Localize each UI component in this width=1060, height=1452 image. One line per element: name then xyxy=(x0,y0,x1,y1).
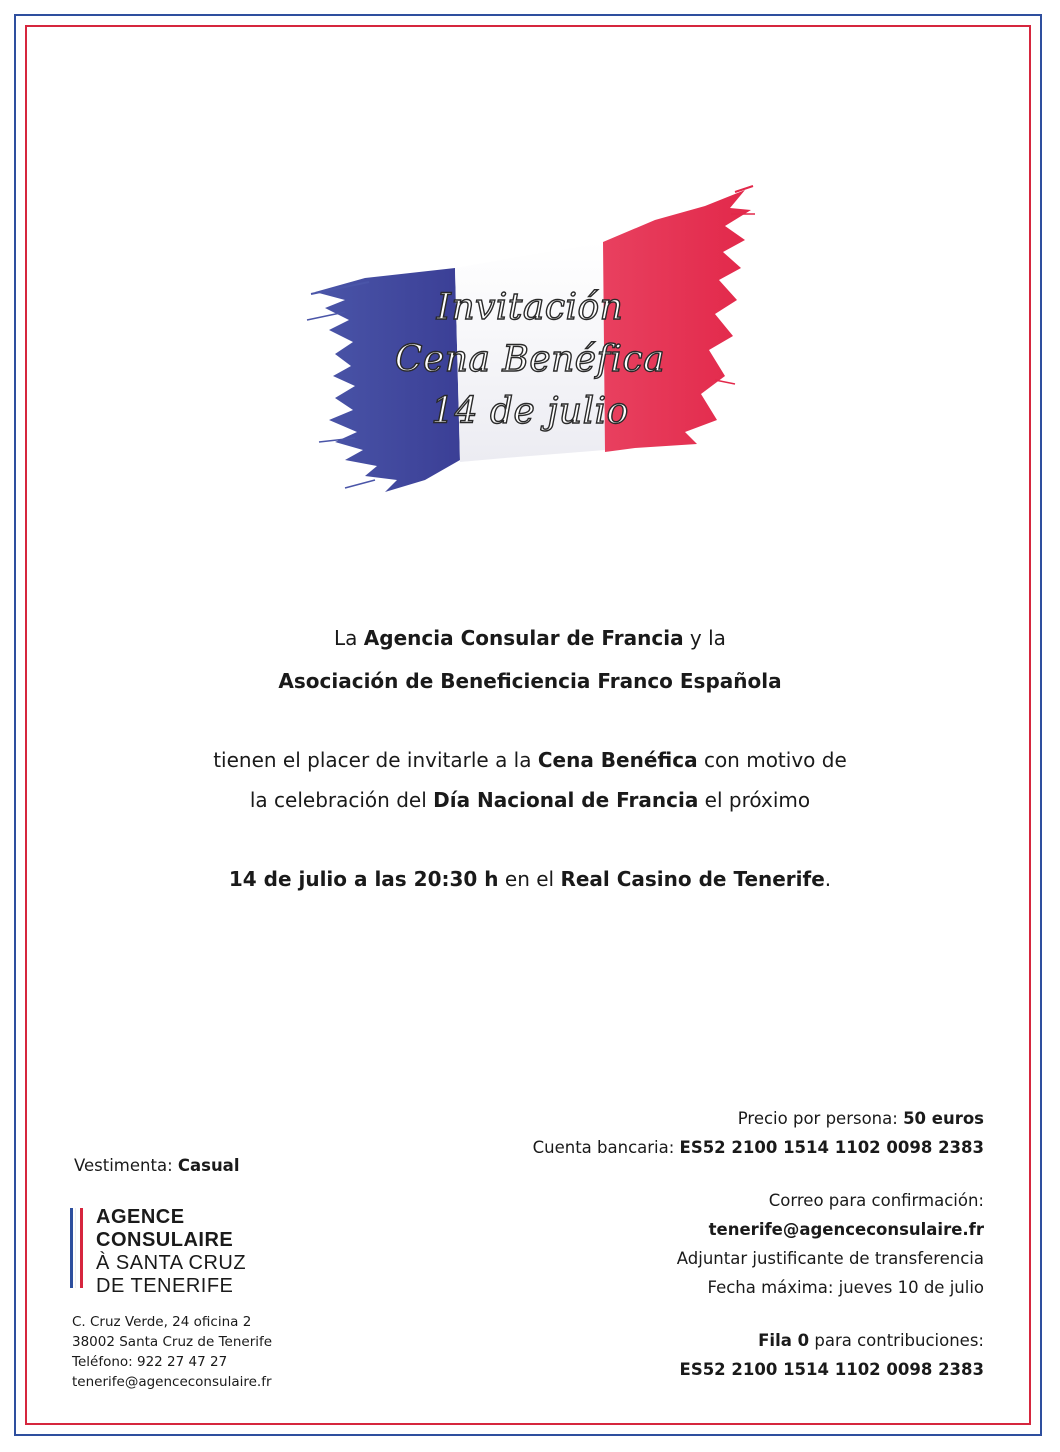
logo-wordmark xyxy=(96,1206,246,1298)
address-city: 38002 Santa Cruz de Tenerife xyxy=(72,1334,273,1350)
agency-logo xyxy=(70,1206,330,1297)
fila-label: Fila 0 xyxy=(758,1331,810,1350)
intro-line-5 xyxy=(80,867,980,891)
fila-account: ES52 2100 1514 1102 0098 2383 xyxy=(679,1360,984,1379)
confirmation-email-link[interactable]: tenerife@agenceconsulaire.fr xyxy=(708,1220,984,1239)
text: y la xyxy=(683,626,726,650)
agency-address xyxy=(72,1312,272,1392)
price-row xyxy=(464,1104,984,1133)
event-details xyxy=(464,1104,984,1384)
title-line-2: Cena Benéfica xyxy=(394,339,666,380)
fila-text: para contribuciones: xyxy=(809,1331,984,1350)
address-email-link[interactable]: tenerife@agenceconsulaire.fr xyxy=(72,1374,272,1390)
text: La xyxy=(334,626,364,650)
deadline: Fecha máxima: jueves 10 de julio xyxy=(707,1278,984,1297)
text: en el xyxy=(498,867,561,891)
bank-account: ES52 2100 1514 1102 0098 2383 xyxy=(679,1138,984,1157)
agency-name: Agencia Consular de Francia xyxy=(363,626,684,650)
logo-line-1: AGENCE xyxy=(96,1206,185,1228)
association-name: Asociación de Beneficiencia Franco Española xyxy=(278,669,782,693)
price-label: Precio por persona: xyxy=(737,1109,904,1128)
price-value: 50 euros xyxy=(903,1109,984,1128)
logo-line-4: DE TENERIFE xyxy=(96,1275,234,1297)
text: tienen el placer de invitarle a la xyxy=(213,748,538,772)
title-line-3: 14 de julio xyxy=(431,391,629,432)
dress-value: Casual xyxy=(177,1156,240,1175)
dress-label: Vestimenta: xyxy=(74,1156,178,1175)
tricolor-bars-icon xyxy=(70,1208,84,1288)
address-street: C. Cruz Verde, 24 oficina 2 xyxy=(72,1314,252,1330)
title-line-1: Invitación xyxy=(436,287,624,328)
logo-line-2: CONSULAIRE xyxy=(96,1229,234,1251)
address-phone: Teléfono: 922 27 47 27 xyxy=(72,1354,228,1370)
intro-line-1 xyxy=(80,626,980,650)
text: con motivo de xyxy=(697,748,847,772)
intro-line-4 xyxy=(80,788,980,812)
intro-line-3 xyxy=(80,748,980,772)
venue-name: Real Casino de Tenerife xyxy=(560,867,825,891)
attach-note: Adjuntar justificante de transferencia xyxy=(676,1249,984,1268)
event-name: Cena Benéfica xyxy=(537,748,698,772)
dress-code xyxy=(74,1156,239,1175)
bank-row xyxy=(464,1133,984,1162)
bank-label: Cuenta bancaria: xyxy=(532,1138,680,1157)
text: la celebración del xyxy=(249,788,434,812)
text: el próximo xyxy=(698,788,811,812)
fila-row xyxy=(464,1326,984,1355)
logo-line-3: À SANTA CRUZ xyxy=(96,1252,247,1274)
text: . xyxy=(824,867,832,891)
intro-line-2 xyxy=(80,669,980,693)
event-datetime: 14 de julio a las 20:30 h xyxy=(228,867,499,891)
holiday-name: Día Nacional de Francia xyxy=(433,788,699,812)
mail-label: Correo para confirmación: xyxy=(768,1191,984,1210)
